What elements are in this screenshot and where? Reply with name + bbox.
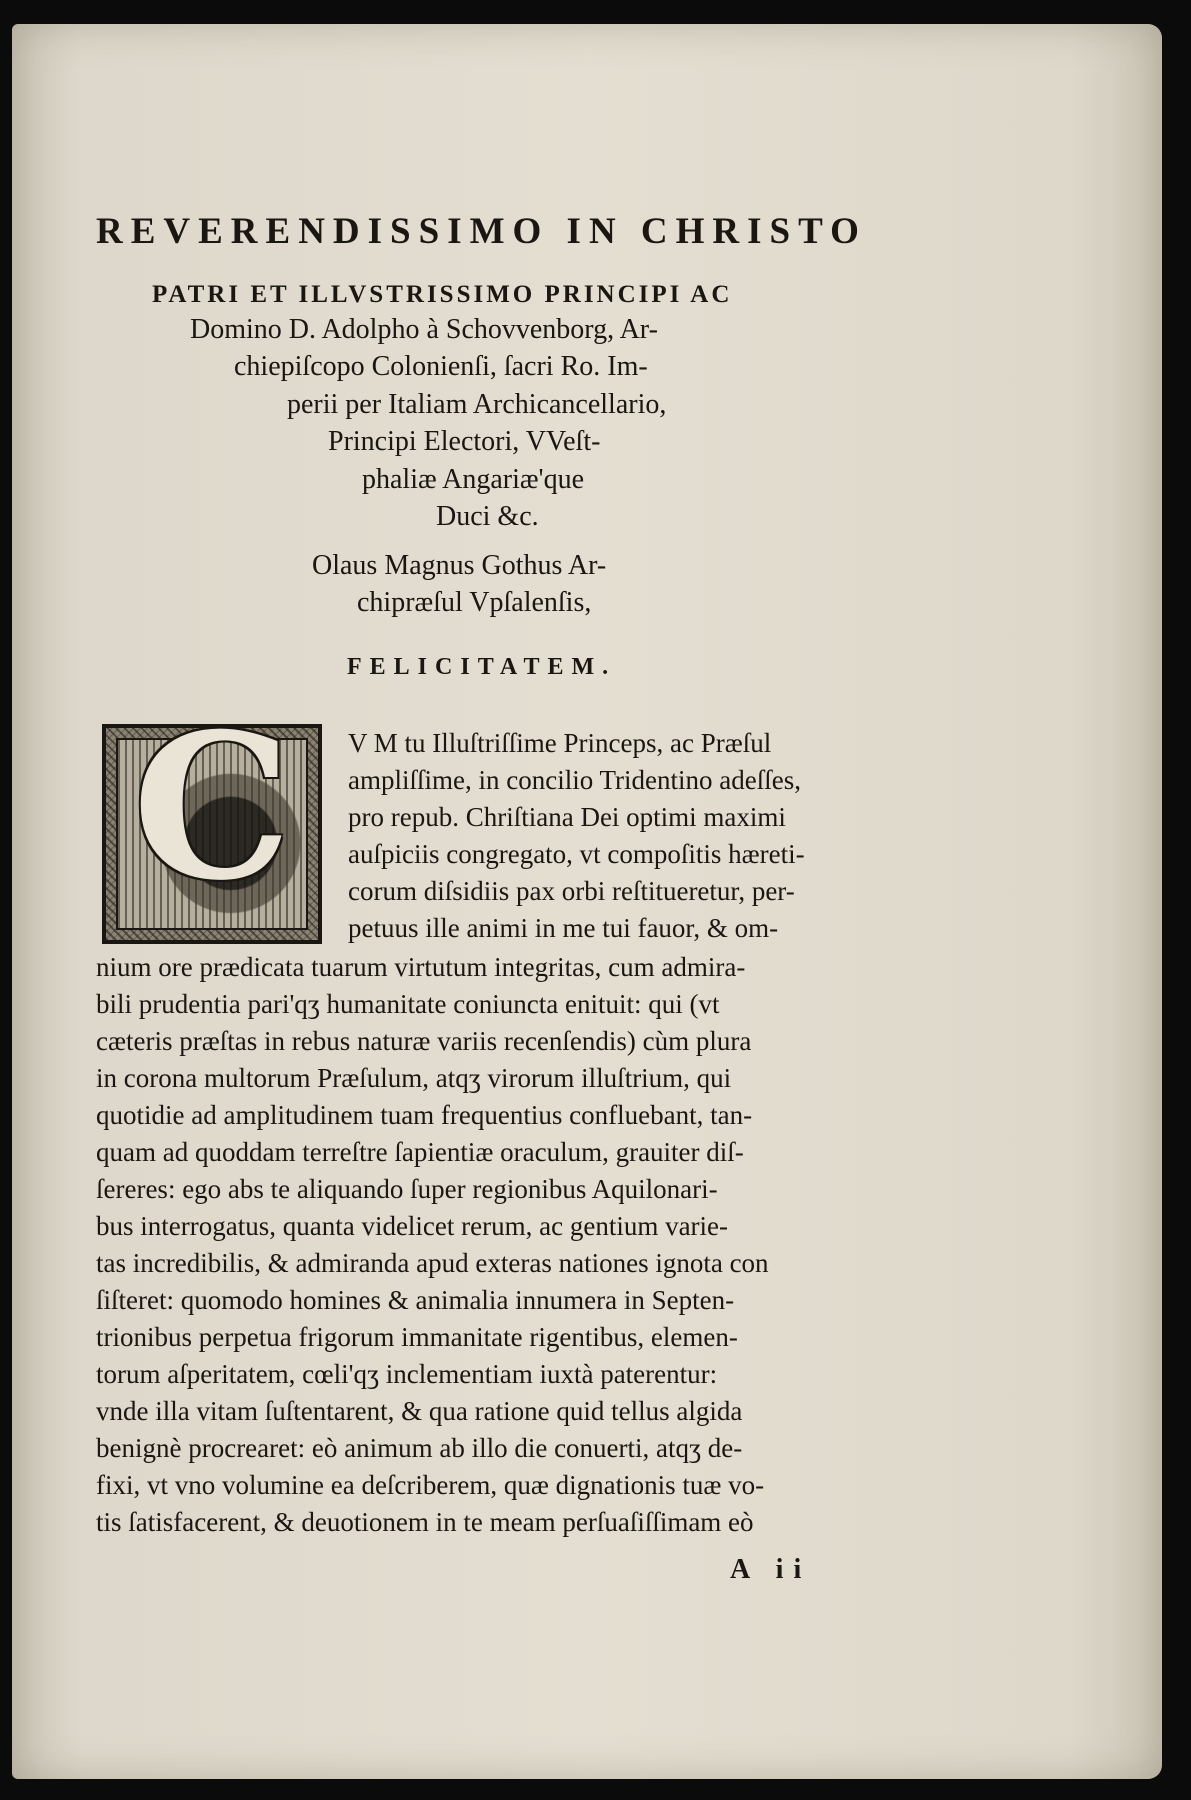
dedication-line: chipræſul Vpſalenſis,: [357, 587, 592, 618]
body-line: torum aſperitatem, cœli'qʒ inclementiam iuxtà paterentur:: [96, 1359, 718, 1389]
dedication-line: Duci &c.: [436, 501, 539, 532]
decorated-initial-woodcut: [102, 690, 322, 944]
body-line: in corona multorum Præſulum, atqʒ virorum illuſtrium, qui: [96, 1063, 732, 1093]
body-line: ampliſſime, in concilio Tridentino adeſſes,: [348, 765, 801, 795]
signature-mark: A ii: [730, 1554, 812, 1585]
dedication-line: perii per Italiam Archicancellario,: [287, 389, 667, 420]
salutation: FELICITATEM.: [347, 654, 617, 680]
dedication-line: phaliæ Angariæ'que: [362, 464, 585, 495]
body-line: cæteris præſtas in rebus naturæ variis recenſendis) cùm plura: [96, 1026, 752, 1056]
body-line: trionibus perpetua frigorum immanitate rigentibus, elemen-: [96, 1322, 738, 1352]
book-page: [12, 24, 1162, 1779]
body-line: fixi, vt vno volumine ea deſcriberem, quæ dignationis tuæ vo-: [96, 1470, 765, 1500]
heading-line-2: PATRI ET ILLVSTRISSIMO PRINCIPI AC: [152, 281, 733, 308]
body-line: nium ore prædicata tuarum virtutum integritas, cum admira-: [96, 952, 746, 982]
body-line: bili prudentia pari'qʒ humanitate coniuncta enituit: qui (vt: [96, 989, 720, 1019]
body-line: pro repub. Chriſtiana Dei optimi maximi: [348, 802, 786, 832]
body-line: quam ad quoddam terreſtre ſapientiæ oraculum, grauiter diſ-: [96, 1137, 744, 1167]
body-line: V M tu Illuſtriſſime Princeps, ac Præſul: [348, 728, 772, 758]
dedication-line: chiepiſcopo Colonienſi, ſacri Ro. Im-: [234, 351, 648, 382]
dedication-line: Domino D. Adolpho à Schovvenborg, Ar-: [190, 314, 658, 345]
body-line: benignè procrearet: eò animum ab illo die conuerti, atqʒ de-: [96, 1433, 743, 1463]
body-line: ſereres: ego abs te aliquando ſuper regionibus Aquilonari-: [96, 1174, 718, 1204]
dedication-line: Principi Electori, VVeſt-: [328, 426, 601, 457]
dedication-line: Olaus Magnus Gothus Ar-: [312, 550, 607, 581]
initial-letter: C: [132, 690, 292, 925]
body-line: ſiſteret: quomodo homines & animalia innumera in Septen-: [96, 1285, 735, 1315]
body-line: auſpiciis congregato, vt compoſitis hæreti-: [348, 839, 805, 869]
body-line: tas incredibilis, & admiranda apud exteras nationes ignota con: [96, 1248, 769, 1278]
body-line: corum diſsidiis pax orbi reſtitueretur, per-: [348, 876, 795, 906]
heading-line-1: REVERENDISSIMO IN CHRISTO: [96, 211, 867, 252]
body-line: tis ſatisfacerent, & deuotionem in te meam perſuaſiſſimam eò: [96, 1507, 754, 1537]
body-line: bus interrogatus, quanta videlicet rerum, ac gentium varie-: [96, 1211, 729, 1241]
body-line: petuus ille animi in me tui fauor, & om-: [348, 913, 779, 943]
body-line: quotidie ad amplitudinem tuam frequentius confluebant, tan-: [96, 1100, 753, 1130]
body-line: vnde illa vitam ſuſtentarent, & qua ratione quid tellus algida: [96, 1396, 743, 1426]
